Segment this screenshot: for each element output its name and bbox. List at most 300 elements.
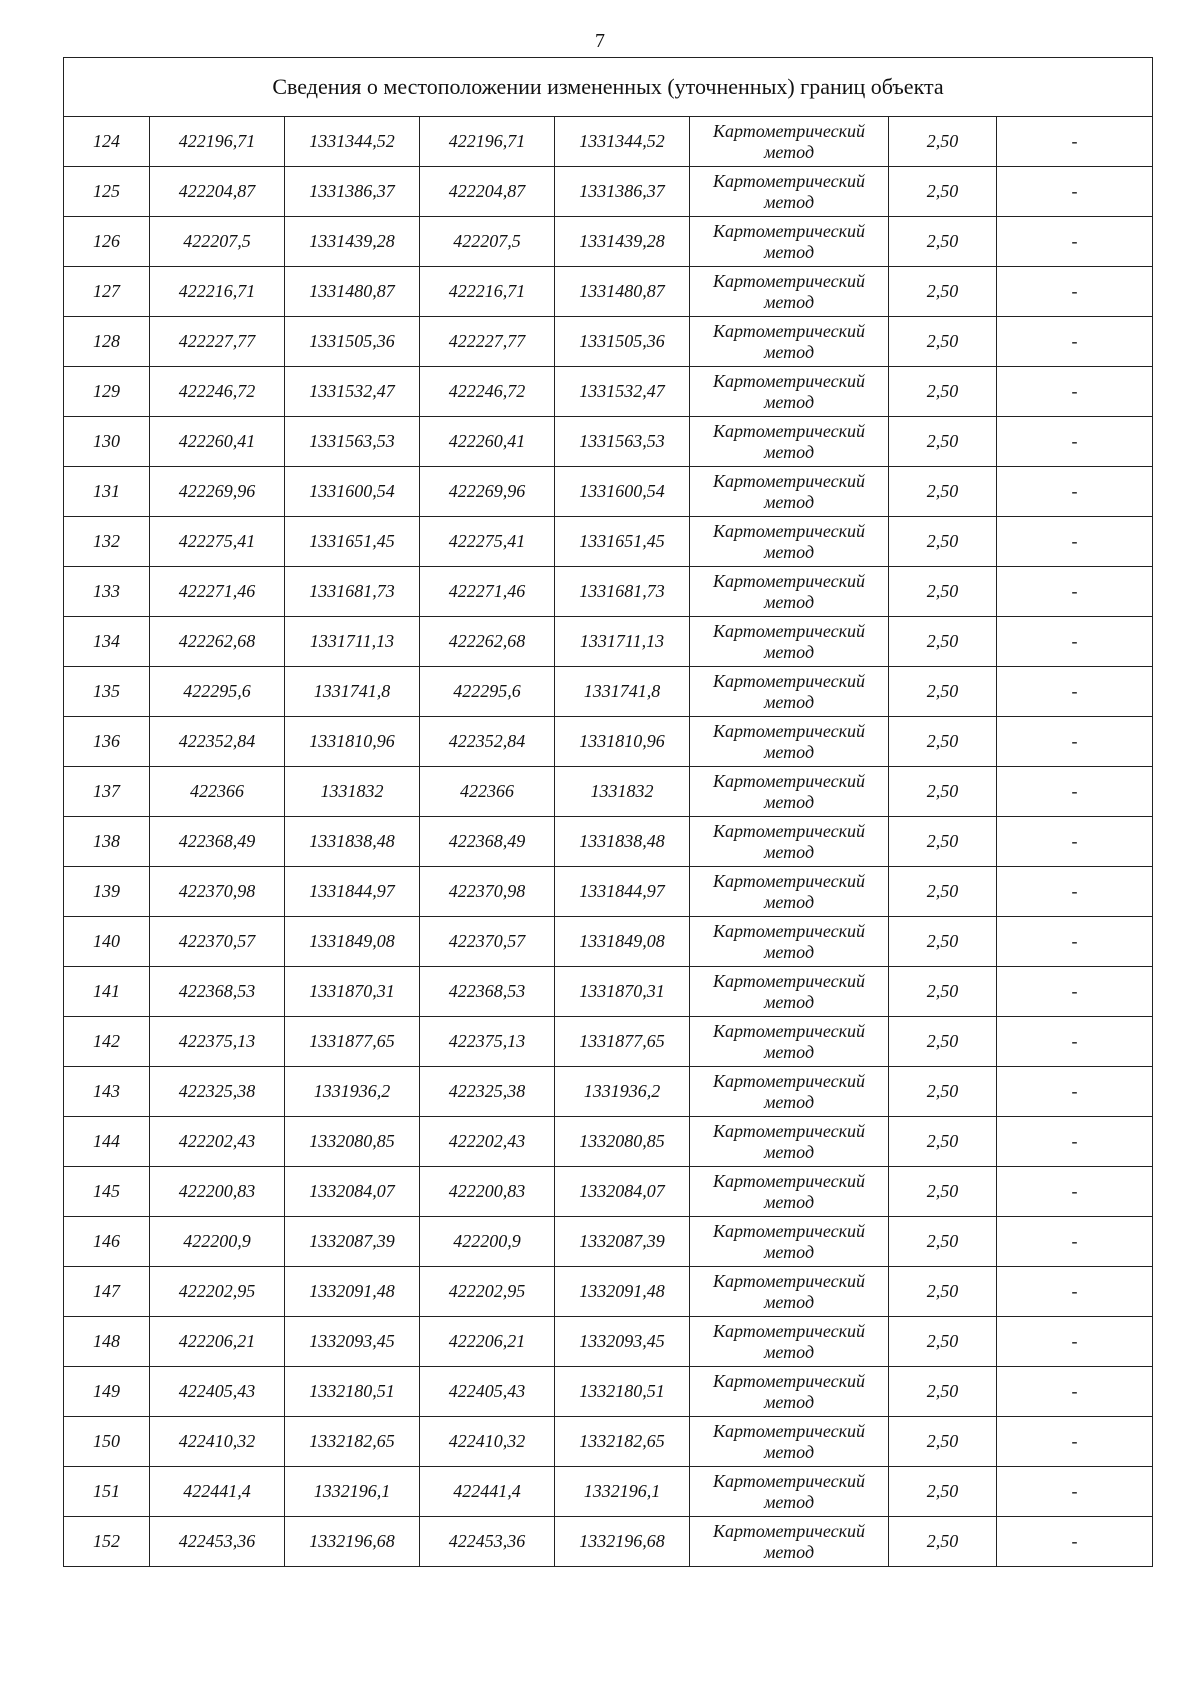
table-row xyxy=(64,167,1153,217)
point-number-cell: 130 xyxy=(64,417,150,467)
method-line-2: метод xyxy=(763,991,815,1012)
existing-x-cell: 422271,46 xyxy=(150,567,285,617)
point-number-cell: 152 xyxy=(64,1517,150,1567)
accuracy-cell: 2,50 xyxy=(889,967,997,1017)
note-cell: - xyxy=(997,617,1153,667)
refined-y-cell: 1331741,8 xyxy=(555,667,690,717)
refined-x-cell: 422352,84 xyxy=(420,717,555,767)
table-row xyxy=(64,1417,1153,1467)
method-line-2: метод xyxy=(763,1491,815,1512)
existing-x-cell: 422200,83 xyxy=(150,1167,285,1217)
method-line-2: метод xyxy=(763,391,815,412)
existing-x-cell: 422262,68 xyxy=(150,617,285,667)
method-line-1: Картометрический xyxy=(712,620,865,641)
note-cell: - xyxy=(997,117,1153,167)
method-line-1: Картометрический xyxy=(712,670,865,691)
method-cell xyxy=(690,1267,889,1317)
method-cell xyxy=(690,1517,889,1567)
existing-y-cell: 1331563,53 xyxy=(285,417,420,467)
refined-x-cell: 422206,21 xyxy=(420,1317,555,1367)
accuracy-cell: 2,50 xyxy=(889,267,997,317)
accuracy-cell: 2,50 xyxy=(889,1017,997,1067)
refined-y-cell: 1331344,52 xyxy=(555,117,690,167)
method-line-2: метод xyxy=(763,1441,815,1462)
table-row xyxy=(64,117,1153,167)
method-cell xyxy=(690,967,889,1017)
refined-x-cell: 422227,77 xyxy=(420,317,555,367)
method-cell xyxy=(690,1117,889,1167)
method-cell xyxy=(690,1067,889,1117)
table-row xyxy=(64,517,1153,567)
refined-y-cell: 1332093,45 xyxy=(555,1317,690,1367)
existing-x-cell: 422375,13 xyxy=(150,1017,285,1067)
point-number-cell: 124 xyxy=(64,117,150,167)
refined-x-cell: 422375,13 xyxy=(420,1017,555,1067)
accuracy-cell: 2,50 xyxy=(889,617,997,667)
method-cell xyxy=(690,117,889,167)
method-line-1: Картометрический xyxy=(712,820,865,841)
accuracy-cell: 2,50 xyxy=(889,217,997,267)
point-number-cell: 142 xyxy=(64,1017,150,1067)
point-number-cell: 139 xyxy=(64,867,150,917)
point-number-cell: 149 xyxy=(64,1367,150,1417)
method-line-1: Картометрический xyxy=(712,1270,865,1291)
point-number-cell: 138 xyxy=(64,817,150,867)
refined-x-cell: 422269,96 xyxy=(420,467,555,517)
refined-y-cell: 1332087,39 xyxy=(555,1217,690,1267)
method-line-1: Картометрический xyxy=(712,570,865,591)
refined-y-cell: 1331838,48 xyxy=(555,817,690,867)
existing-x-cell: 422453,36 xyxy=(150,1517,285,1567)
table-row xyxy=(64,567,1153,617)
method-line-1: Картометрический xyxy=(712,870,865,891)
existing-x-cell: 422410,32 xyxy=(150,1417,285,1467)
refined-y-cell: 1332091,48 xyxy=(555,1267,690,1317)
method-line-2: метод xyxy=(763,441,815,462)
refined-y-cell: 1331870,31 xyxy=(555,967,690,1017)
table-row xyxy=(64,1167,1153,1217)
method-line-2: метод xyxy=(763,1341,815,1362)
point-number-cell: 141 xyxy=(64,967,150,1017)
method-line-1: Картометрический xyxy=(712,470,865,491)
existing-y-cell: 1331810,96 xyxy=(285,717,420,767)
existing-y-cell: 1331838,48 xyxy=(285,817,420,867)
accuracy-cell: 2,50 xyxy=(889,1467,997,1517)
table-row xyxy=(64,817,1153,867)
existing-x-cell: 422325,38 xyxy=(150,1067,285,1117)
existing-y-cell: 1331439,28 xyxy=(285,217,420,267)
method-cell xyxy=(690,1017,889,1067)
existing-y-cell: 1332182,65 xyxy=(285,1417,420,1467)
method-cell xyxy=(690,1417,889,1467)
point-number-cell: 126 xyxy=(64,217,150,267)
method-line-2: метод xyxy=(763,491,815,512)
accuracy-cell: 2,50 xyxy=(889,1217,997,1267)
refined-x-cell: 422200,83 xyxy=(420,1167,555,1217)
method-cell xyxy=(690,817,889,867)
existing-y-cell: 1331936,2 xyxy=(285,1067,420,1117)
refined-x-cell: 422441,4 xyxy=(420,1467,555,1517)
method-line-2: метод xyxy=(763,841,815,862)
method-cell xyxy=(690,367,889,417)
table-title-row xyxy=(64,58,1153,117)
table-row xyxy=(64,917,1153,967)
refined-y-cell: 1331681,73 xyxy=(555,567,690,617)
method-line-2: метод xyxy=(763,541,815,562)
refined-x-cell: 422295,6 xyxy=(420,667,555,717)
method-line-1: Картометрический xyxy=(712,1220,865,1241)
method-cell xyxy=(690,1467,889,1517)
note-cell: - xyxy=(997,1067,1153,1117)
page-number: 7 xyxy=(595,30,605,52)
accuracy-cell: 2,50 xyxy=(889,1167,997,1217)
existing-y-cell: 1331844,97 xyxy=(285,867,420,917)
refined-y-cell: 1332196,1 xyxy=(555,1467,690,1517)
refined-y-cell: 1331810,96 xyxy=(555,717,690,767)
point-number-cell: 136 xyxy=(64,717,150,767)
method-line-1: Картометрический xyxy=(712,270,865,291)
refined-y-cell: 1332196,68 xyxy=(555,1517,690,1567)
refined-y-cell: 1331600,54 xyxy=(555,467,690,517)
point-number-cell: 143 xyxy=(64,1067,150,1117)
method-line-1: Картометрический xyxy=(712,1420,865,1441)
table-row xyxy=(64,1467,1153,1517)
table-title: Сведения о местоположении измененных (уточненных) границ объекта xyxy=(64,58,1153,117)
existing-x-cell: 422441,4 xyxy=(150,1467,285,1517)
method-cell xyxy=(690,1167,889,1217)
refined-x-cell: 422410,32 xyxy=(420,1417,555,1467)
refined-x-cell: 422246,72 xyxy=(420,367,555,417)
table-row xyxy=(64,617,1153,667)
existing-y-cell: 1331600,54 xyxy=(285,467,420,517)
method-cell xyxy=(690,417,889,467)
note-cell: - xyxy=(997,717,1153,767)
method-line-2: метод xyxy=(763,891,815,912)
method-line-2: метод xyxy=(763,1291,815,1312)
point-number-cell: 128 xyxy=(64,317,150,367)
method-line-1: Картометрический xyxy=(712,370,865,391)
refined-y-cell: 1331563,53 xyxy=(555,417,690,467)
existing-x-cell: 422295,6 xyxy=(150,667,285,717)
accuracy-cell: 2,50 xyxy=(889,767,997,817)
existing-x-cell: 422368,49 xyxy=(150,817,285,867)
note-cell: - xyxy=(997,567,1153,617)
table-row xyxy=(64,467,1153,517)
note-cell: - xyxy=(997,1117,1153,1167)
method-cell xyxy=(690,1317,889,1367)
point-number-cell: 133 xyxy=(64,567,150,617)
method-line-2: метод xyxy=(763,341,815,362)
accuracy-cell: 2,50 xyxy=(889,567,997,617)
table-row xyxy=(64,1517,1153,1567)
method-line-1: Картометрический xyxy=(712,1320,865,1341)
existing-x-cell: 422352,84 xyxy=(150,717,285,767)
refined-x-cell: 422207,5 xyxy=(420,217,555,267)
method-cell xyxy=(690,917,889,967)
point-number-cell: 145 xyxy=(64,1167,150,1217)
accuracy-cell: 2,50 xyxy=(889,917,997,967)
existing-x-cell: 422227,77 xyxy=(150,317,285,367)
note-cell: - xyxy=(997,1417,1153,1467)
refined-x-cell: 422200,9 xyxy=(420,1217,555,1267)
accuracy-cell: 2,50 xyxy=(889,1517,997,1567)
note-cell: - xyxy=(997,417,1153,467)
note-cell: - xyxy=(997,667,1153,717)
refined-x-cell: 422260,41 xyxy=(420,417,555,467)
existing-x-cell: 422370,98 xyxy=(150,867,285,917)
point-number-cell: 151 xyxy=(64,1467,150,1517)
point-number-cell: 127 xyxy=(64,267,150,317)
note-cell: - xyxy=(997,467,1153,517)
existing-x-cell: 422200,9 xyxy=(150,1217,285,1267)
existing-x-cell: 422269,96 xyxy=(150,467,285,517)
table-row xyxy=(64,1317,1153,1367)
note-cell: - xyxy=(997,1317,1153,1367)
existing-y-cell: 1332080,85 xyxy=(285,1117,420,1167)
method-line-1: Картометрический xyxy=(712,920,865,941)
point-number-cell: 134 xyxy=(64,617,150,667)
method-line-2: метод xyxy=(763,741,815,762)
table-row xyxy=(64,867,1153,917)
table-row xyxy=(64,267,1153,317)
table-row xyxy=(64,1117,1153,1167)
method-line-1: Картометрический xyxy=(712,120,865,141)
accuracy-cell: 2,50 xyxy=(889,167,997,217)
refined-y-cell: 1332180,51 xyxy=(555,1367,690,1417)
method-line-2: метод xyxy=(763,641,815,662)
existing-y-cell: 1331832 xyxy=(285,767,420,817)
method-line-1: Картометрический xyxy=(712,1120,865,1141)
method-line-1: Картометрический xyxy=(712,220,865,241)
existing-x-cell: 422207,5 xyxy=(150,217,285,267)
existing-x-cell: 422216,71 xyxy=(150,267,285,317)
table-row xyxy=(64,767,1153,817)
note-cell: - xyxy=(997,1167,1153,1217)
table-row xyxy=(64,217,1153,267)
existing-y-cell: 1331480,87 xyxy=(285,267,420,317)
method-line-1: Картометрический xyxy=(712,1020,865,1041)
existing-y-cell: 1332196,1 xyxy=(285,1467,420,1517)
refined-y-cell: 1331844,97 xyxy=(555,867,690,917)
method-line-2: метод xyxy=(763,1191,815,1212)
method-cell xyxy=(690,617,889,667)
refined-x-cell: 422196,71 xyxy=(420,117,555,167)
refined-y-cell: 1331651,45 xyxy=(555,517,690,567)
existing-x-cell: 422202,95 xyxy=(150,1267,285,1317)
point-number-cell: 150 xyxy=(64,1417,150,1467)
accuracy-cell: 2,50 xyxy=(889,117,997,167)
refined-x-cell: 422262,68 xyxy=(420,617,555,667)
existing-y-cell: 1332091,48 xyxy=(285,1267,420,1317)
refined-y-cell: 1331480,87 xyxy=(555,267,690,317)
point-number-cell: 146 xyxy=(64,1217,150,1267)
accuracy-cell: 2,50 xyxy=(889,717,997,767)
refined-x-cell: 422368,49 xyxy=(420,817,555,867)
point-number-cell: 125 xyxy=(64,167,150,217)
method-line-1: Картометрический xyxy=(712,770,865,791)
method-line-2: метод xyxy=(763,1541,815,1562)
boundary-coordinates-table xyxy=(63,57,1153,1567)
method-line-2: метод xyxy=(763,1391,815,1412)
method-line-1: Картометрический xyxy=(712,420,865,441)
method-line-2: метод xyxy=(763,241,815,262)
method-line-2: метод xyxy=(763,591,815,612)
method-line-1: Картометрический xyxy=(712,1070,865,1091)
existing-y-cell: 1331877,65 xyxy=(285,1017,420,1067)
existing-x-cell: 422206,21 xyxy=(150,1317,285,1367)
table-row xyxy=(64,317,1153,367)
refined-x-cell: 422370,98 xyxy=(420,867,555,917)
note-cell: - xyxy=(997,917,1153,967)
note-cell: - xyxy=(997,1267,1153,1317)
existing-y-cell: 1331849,08 xyxy=(285,917,420,967)
table-row xyxy=(64,667,1153,717)
note-cell: - xyxy=(997,367,1153,417)
existing-y-cell: 1331505,36 xyxy=(285,317,420,367)
note-cell: - xyxy=(997,1367,1153,1417)
refined-y-cell: 1331532,47 xyxy=(555,367,690,417)
method-line-1: Картометрический xyxy=(712,970,865,991)
method-line-2: метод xyxy=(763,1091,815,1112)
existing-x-cell: 422196,71 xyxy=(150,117,285,167)
point-number-cell: 129 xyxy=(64,367,150,417)
refined-y-cell: 1331439,28 xyxy=(555,217,690,267)
method-cell xyxy=(690,467,889,517)
method-cell xyxy=(690,767,889,817)
table-row xyxy=(64,717,1153,767)
refined-y-cell: 1331386,37 xyxy=(555,167,690,217)
method-line-1: Картометрический xyxy=(712,1470,865,1491)
method-cell xyxy=(690,1367,889,1417)
accuracy-cell: 2,50 xyxy=(889,817,997,867)
method-line-1: Картометрический xyxy=(712,1370,865,1391)
refined-x-cell: 422202,95 xyxy=(420,1267,555,1317)
method-cell xyxy=(690,717,889,767)
existing-x-cell: 422246,72 xyxy=(150,367,285,417)
existing-y-cell: 1331532,47 xyxy=(285,367,420,417)
refined-y-cell: 1332084,07 xyxy=(555,1167,690,1217)
method-cell xyxy=(690,1217,889,1267)
refined-y-cell: 1332080,85 xyxy=(555,1117,690,1167)
existing-y-cell: 1331711,13 xyxy=(285,617,420,667)
method-line-2: метод xyxy=(763,141,815,162)
note-cell: - xyxy=(997,217,1153,267)
accuracy-cell: 2,50 xyxy=(889,467,997,517)
existing-y-cell: 1331741,8 xyxy=(285,667,420,717)
refined-x-cell: 422275,41 xyxy=(420,517,555,567)
method-cell xyxy=(690,217,889,267)
table-row xyxy=(64,417,1153,467)
note-cell: - xyxy=(997,1217,1153,1267)
existing-x-cell: 422204,87 xyxy=(150,167,285,217)
note-cell: - xyxy=(997,817,1153,867)
refined-x-cell: 422453,36 xyxy=(420,1517,555,1567)
method-line-1: Картометрический xyxy=(712,1170,865,1191)
existing-y-cell: 1332093,45 xyxy=(285,1317,420,1367)
note-cell: - xyxy=(997,517,1153,567)
note-cell: - xyxy=(997,317,1153,367)
table-row xyxy=(64,1067,1153,1117)
existing-x-cell: 422275,41 xyxy=(150,517,285,567)
point-number-cell: 144 xyxy=(64,1117,150,1167)
refined-y-cell: 1331936,2 xyxy=(555,1067,690,1117)
method-line-2: метод xyxy=(763,291,815,312)
point-number-cell: 135 xyxy=(64,667,150,717)
existing-y-cell: 1331386,37 xyxy=(285,167,420,217)
refined-x-cell: 422271,46 xyxy=(420,567,555,617)
accuracy-cell: 2,50 xyxy=(889,517,997,567)
method-line-1: Картометрический xyxy=(712,1520,865,1541)
refined-y-cell: 1331711,13 xyxy=(555,617,690,667)
method-line-1: Картометрический xyxy=(712,320,865,341)
method-line-2: метод xyxy=(763,941,815,962)
method-line-2: метод xyxy=(763,1141,815,1162)
method-cell xyxy=(690,167,889,217)
table-row xyxy=(64,967,1153,1017)
note-cell: - xyxy=(997,1467,1153,1517)
refined-x-cell: 422216,71 xyxy=(420,267,555,317)
point-number-cell: 132 xyxy=(64,517,150,567)
method-line-1: Картометрический xyxy=(712,520,865,541)
method-line-2: метод xyxy=(763,1041,815,1062)
method-line-2: метод xyxy=(763,791,815,812)
method-line-2: метод xyxy=(763,191,815,212)
accuracy-cell: 2,50 xyxy=(889,1317,997,1367)
refined-y-cell: 1331849,08 xyxy=(555,917,690,967)
existing-x-cell: 422405,43 xyxy=(150,1367,285,1417)
method-line-1: Картометрический xyxy=(712,170,865,191)
method-cell xyxy=(690,317,889,367)
table-row xyxy=(64,367,1153,417)
refined-y-cell: 1331832 xyxy=(555,767,690,817)
existing-y-cell: 1331870,31 xyxy=(285,967,420,1017)
accuracy-cell: 2,50 xyxy=(889,367,997,417)
table-row xyxy=(64,1217,1153,1267)
refined-y-cell: 1331877,65 xyxy=(555,1017,690,1067)
existing-y-cell: 1332180,51 xyxy=(285,1367,420,1417)
method-line-2: метод xyxy=(763,1241,815,1262)
method-cell xyxy=(690,667,889,717)
note-cell: - xyxy=(997,767,1153,817)
existing-x-cell: 422370,57 xyxy=(150,917,285,967)
existing-x-cell: 422366 xyxy=(150,767,285,817)
existing-y-cell: 1332084,07 xyxy=(285,1167,420,1217)
accuracy-cell: 2,50 xyxy=(889,317,997,367)
existing-x-cell: 422260,41 xyxy=(150,417,285,467)
existing-y-cell: 1331651,45 xyxy=(285,517,420,567)
point-number-cell: 148 xyxy=(64,1317,150,1367)
refined-x-cell: 422405,43 xyxy=(420,1367,555,1417)
accuracy-cell: 2,50 xyxy=(889,1267,997,1317)
note-cell: - xyxy=(997,267,1153,317)
method-cell xyxy=(690,267,889,317)
point-number-cell: 137 xyxy=(64,767,150,817)
refined-x-cell: 422368,53 xyxy=(420,967,555,1017)
note-cell: - xyxy=(997,1017,1153,1067)
note-cell: - xyxy=(997,167,1153,217)
table-row xyxy=(64,1267,1153,1317)
note-cell: - xyxy=(997,867,1153,917)
existing-y-cell: 1331344,52 xyxy=(285,117,420,167)
accuracy-cell: 2,50 xyxy=(889,667,997,717)
refined-x-cell: 422204,87 xyxy=(420,167,555,217)
refined-x-cell: 422370,57 xyxy=(420,917,555,967)
refined-x-cell: 422202,43 xyxy=(420,1117,555,1167)
existing-y-cell: 1332087,39 xyxy=(285,1217,420,1267)
method-cell xyxy=(690,567,889,617)
refined-x-cell: 422366 xyxy=(420,767,555,817)
accuracy-cell: 2,50 xyxy=(889,1417,997,1467)
